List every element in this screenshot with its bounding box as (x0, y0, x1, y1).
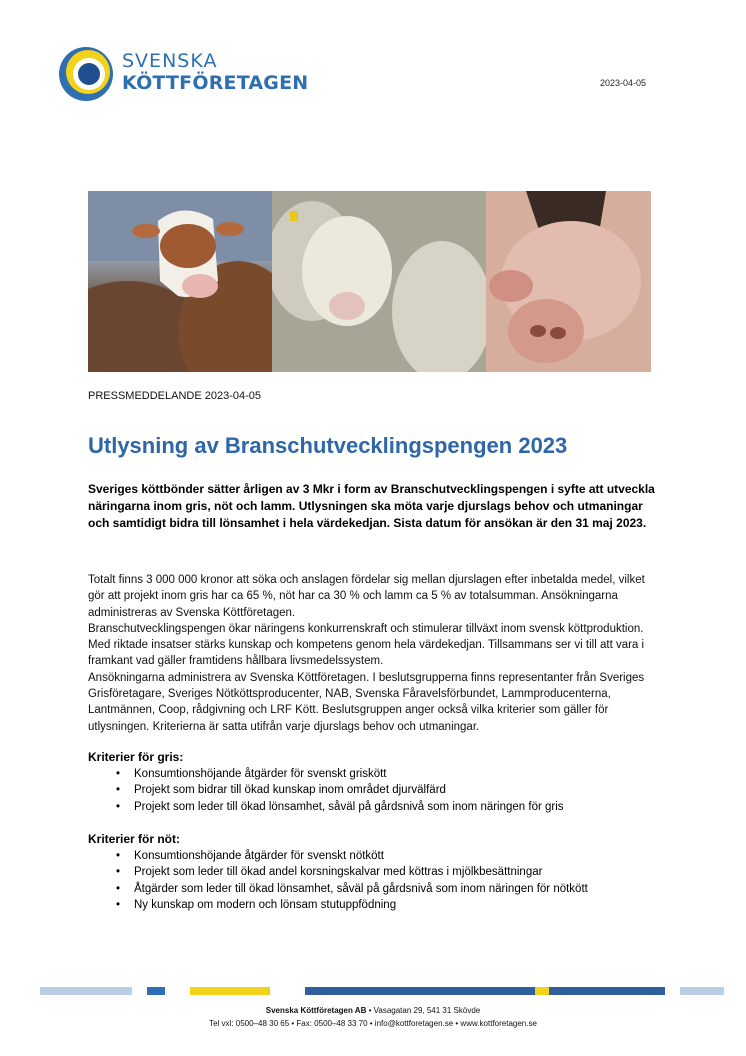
list-item: • Konsumtionshöjande åtgärder för svenskt griskött (88, 766, 658, 782)
animal-photo-strip (88, 191, 651, 372)
press-release-label: PRESSMEDDELANDE 2023-04-05 (88, 390, 262, 402)
sheep-photo (272, 191, 486, 372)
criteria-not-heading: Kriterier för nöt: (88, 832, 181, 846)
criteria-not (88, 831, 658, 913)
list-item: • Projekt som leder till ökad lönsamhet, såväl på gårdsnivå som inom näringen för gris (88, 799, 658, 815)
list-item: • Projekt som bidrar till ökad kunskap inom området djurvälfärd (88, 782, 658, 798)
criteria-gris (88, 749, 658, 815)
criteria-not-list (88, 848, 658, 913)
body-paragraph: Ansökningarna administrera av Svenska Köttföretagen. I beslutsgrupperna finns representanter från Sveriges Grisföretagare, Sveriges Nötköttsproducenter, NAB, Svenska Fåravelsförbundet, Lammproducenterna, Lantmännen, Coop, rådgivning och LRF Kött. Beslutsgruppen anger också vilka kriterier som gäller för utlysningen. Kriterierna är satta utifrån varje djurslags behov och utmaningar. (88, 671, 645, 733)
footer-address-line (0, 1004, 746, 1017)
list-item: • Konsumtionshöjande åtgärder för svenskt nötkött (88, 848, 658, 864)
body-paragraph: Totalt finns 3 000 000 kronor att söka och anslagen fördelar sig mellan djurslagen efter inbetalda medel, vilket gör att projekt inom gris har ca 65 %, nöt har ca 30 % och lamm ca 5 % av totalsumman. Ansökningarna administreras av Svenska Köttföretagen. (88, 574, 645, 619)
body-text (88, 572, 658, 735)
body-paragraph: Branschutvecklingspengen ökar näringens konkurrenskraft och stimulerar tillväxt inom svensk köttproduktion. Med riktade insatser stärks kunskap och kompetens genom hela värdekedjan. Tillsammans ser vi till att vara i framkant vad gäller framtidens hållbara livsmedelssystem. (88, 622, 645, 668)
list-item: • Ny kunskap om modern och lönsam stutuppfödning (88, 897, 658, 913)
footer-stripe-divider (0, 987, 746, 995)
logo-mark-icon (57, 43, 117, 105)
cow-photo (88, 191, 272, 372)
pig-photo (486, 191, 651, 372)
footer-contact-line: Tel vxl: 0500–48 30 65 • Fax: 0500–48 33 70 • info@kottforetagen.se • www.kottforetagen.se (209, 1019, 537, 1028)
page-title: Utlysning av Branschutvecklingspengen 2023 (88, 433, 568, 458)
footer-address: • Vasagatan 29, 541 31 Skövde (366, 1006, 481, 1015)
document-date: 2023-04-05 (600, 78, 647, 88)
lead-paragraph: Sveriges köttbönder sätter årligen av 3 Mkr i form av Branschutvecklingspengen i syfte att utveckla näringarna inom gris, nöt och lamm. Utlysningen ska möta varje djurslags behov och utmaningar och samtidigt bidra till lönsamhet i hela värdekedjan. Sista datum för ansökan är den 31 maj 2023. (88, 482, 655, 530)
page-footer (0, 1004, 746, 1030)
footer-company: Svenska Köttföretagen AB (265, 1006, 367, 1015)
company-logo (57, 43, 327, 105)
logo-text-line2: KÖTTFÖRETAGEN (122, 72, 309, 94)
list-item: • Projekt som leder till ökad andel korsningskalvar med köttras i mjölkbesättningar (88, 864, 658, 880)
criteria-gris-heading: Kriterier för gris: (88, 750, 184, 764)
criteria-gris-list (88, 766, 658, 815)
list-item: • Åtgärder som leder till ökad lönsamhet, såväl på gårdsnivå som inom näringen för nötkött (88, 881, 658, 897)
logo-text-line1: SVENSKA (122, 50, 218, 72)
